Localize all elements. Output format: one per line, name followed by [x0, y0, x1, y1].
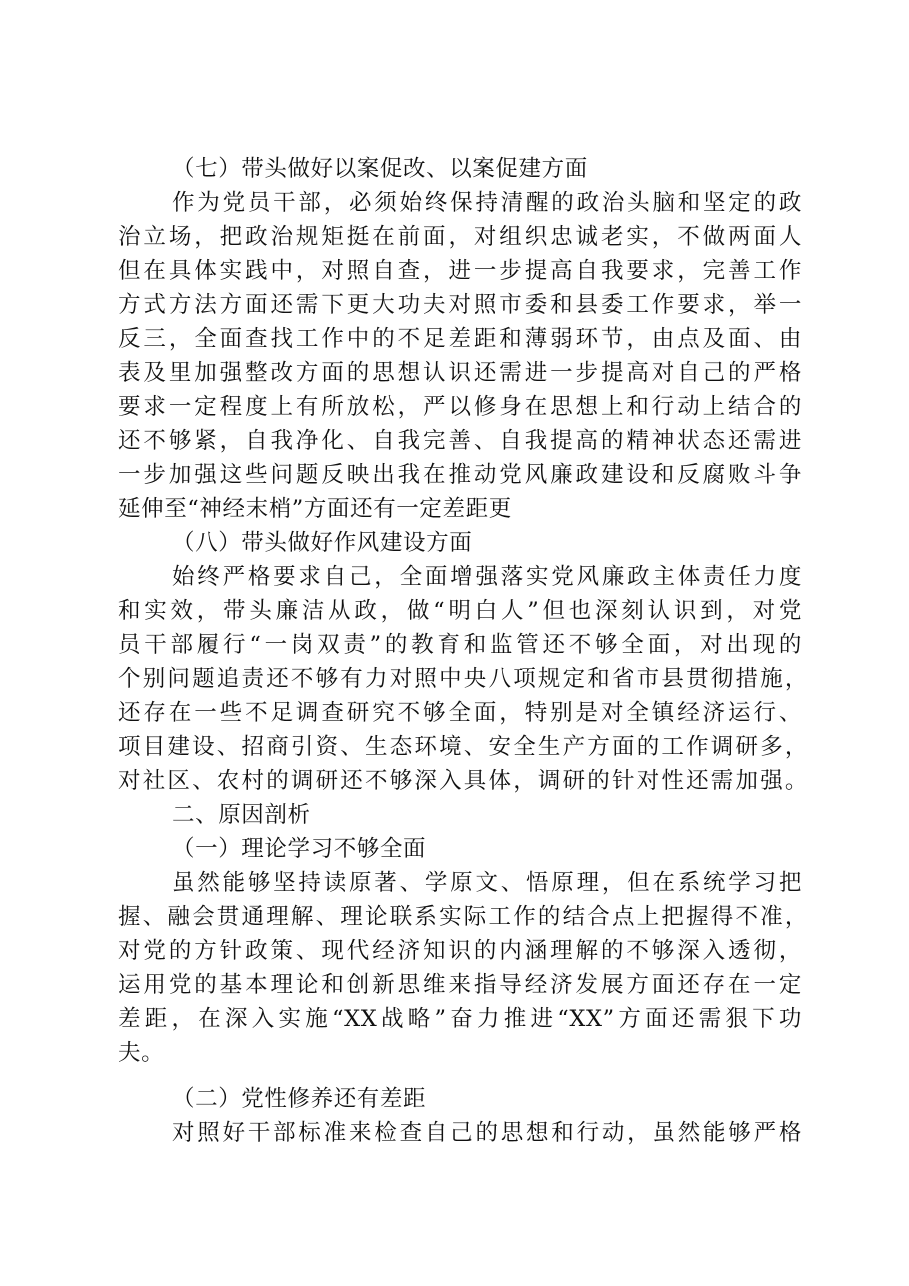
paragraph-line: 反三，全面查找工作中的不足差距和薄弱环节，由点及面、由: [118, 326, 802, 352]
heading-section-8: （八）带头做好作风建设方面: [172, 530, 473, 556]
paragraph-line: 还不够紧，自我净化、自我完善、自我提高的精神状态还需进: [118, 428, 802, 454]
paragraph-line: 握、融会贯通理解、理论联系实际工作的结合点上把握得不准，: [118, 904, 808, 930]
paragraph-line: 对照好干部标准来检查自己的思想和行动，虽然能够严格: [172, 1120, 802, 1146]
paragraph-line: 作为党员干部，必须始终保持清醒的政治头脑和坚定的政: [172, 190, 802, 216]
paragraph-line: 个别问题追责还不够有力对照中央八项规定和省市县贯彻措施，: [118, 666, 808, 692]
paragraph-line: 表及里加强整改方面的思想认识还需进一步提高对自己的严格: [118, 360, 802, 386]
paragraph-line: 治立场，把政治规矩挺在前面，对组织忠诚老实，不做两面人: [118, 224, 802, 250]
heading-subsection-2: （二）党性修养还有差距: [172, 1086, 427, 1112]
paragraph-line: 和实效，带头廉洁从政，做“明白人”但也深刻认识到，对党: [118, 598, 802, 624]
heading-section-7: （七）带头做好以案促改、以案促建方面: [172, 156, 588, 182]
paragraph-line: 虽然能够坚持读原著、学原文、悟原理，但在系统学习把: [172, 870, 802, 896]
paragraph-line: 一步加强这些问题反映出我在推动党风廉政建设和反腐败斗争: [118, 462, 802, 488]
paragraph-line: 差距，在深入实施“XX战略”奋力推进“XX”方面还需狠下功: [118, 1006, 802, 1032]
paragraph-line: 运用党的基本理论和创新思维来指导经济发展方面还存在一定: [118, 972, 802, 998]
paragraph-line: 但在具体实践中，对照自查，进一步提高自我要求，完善工作: [118, 258, 802, 284]
paragraph-line: 还存在一些不足调查研究不够全面，特别是对全镇经济运行、: [118, 700, 802, 726]
heading-subsection-1: （一）理论学习不够全面: [172, 836, 427, 862]
paragraph-line: 项目建设、招商引资、生态环境、安全生产方面的工作调研多，: [118, 734, 808, 760]
paragraph-line: 对党的方针政策、现代经济知识的内涵理解的不够深入透彻，: [118, 938, 802, 964]
paragraph-line: 夫。: [118, 1040, 165, 1066]
paragraph-line: 延伸至“神经末梢”方面还有一定差距更: [118, 496, 512, 522]
paragraph-line: 始终严格要求自己，全面增强落实党风廉政主体责任力度: [172, 564, 802, 590]
paragraph-line: 要求一定程度上有所放松，严以修身在思想上和行动上结合的: [118, 394, 802, 420]
paragraph-line: 对社区、农村的调研还不够深入具体，调研的针对性还需加强。: [118, 768, 808, 794]
paragraph-line: 方式方法方面还需下更大功夫对照市委和县委工作要求，举一: [118, 292, 802, 318]
heading-part-2: 二、原因剖析: [172, 802, 311, 828]
paragraph-line: 员干部履行“一岗双责”的教育和监管还不够全面，对出现的: [118, 632, 802, 658]
